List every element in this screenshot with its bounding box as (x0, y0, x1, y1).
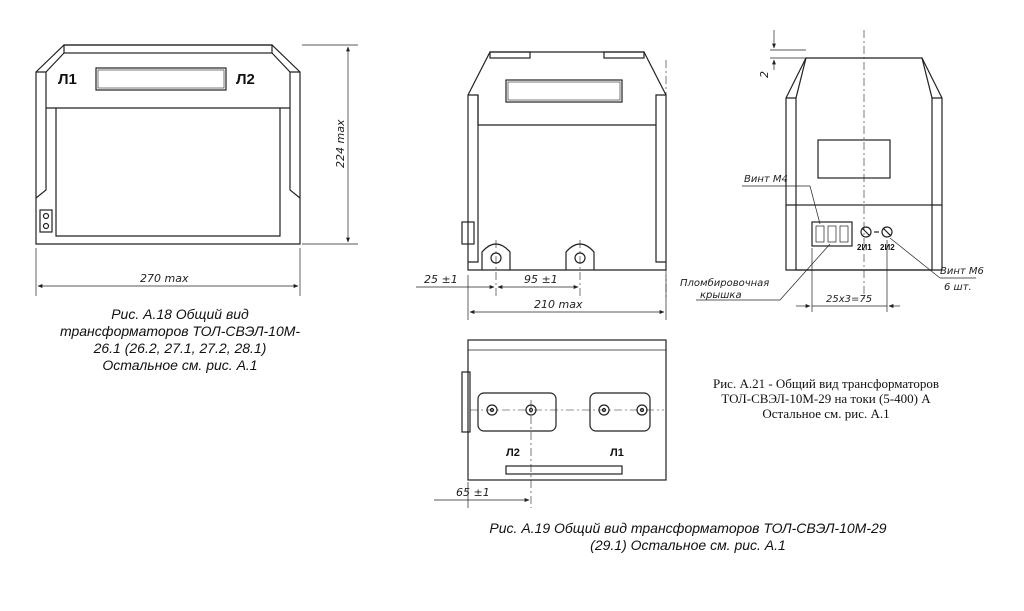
fig21-terminal-1: 2И1 (857, 243, 872, 252)
fig21-dim-top: 2 (758, 71, 771, 78)
fig18-dim-height: 224 max (334, 119, 347, 168)
fig21-view (696, 30, 976, 312)
fig21-caption: Рис. А.21 - Общий вид трансформаторов ТОЛ-СВЭЛ-10М-29 на токи (5-400) А Остальное см. рис. А.1 (712, 376, 939, 421)
fig18-front-view (36, 45, 358, 296)
fig18-label-l2: Л2 (236, 71, 255, 88)
fig19-label-l1: Л1 (610, 447, 624, 459)
fig21-screw-count: 6 шт. (944, 282, 972, 293)
fig21-seal-cover-1: Пломбировочная (680, 278, 770, 289)
fig21-dim-terminals: 25х3=75 (826, 294, 873, 305)
fig19-dim-width: 210 max (534, 298, 583, 311)
fig19-dim-spacing: 95 ±1 (524, 273, 558, 286)
fig19-dim-offset: 25 ±1 (424, 273, 458, 286)
fig18-dim-width: 270 max (140, 272, 189, 285)
fig21-screw-m4: Винт М4 (744, 174, 788, 185)
fig18-caption: Рис. А.18 Общий вид трансформаторов ТОЛ-СВЭЛ-10М- 26.1 (26.2, 27.1, 27.2, 28.1) Остальное см. рис. А.1 (59, 306, 301, 373)
fig19-label-l2: Л2 (506, 447, 520, 459)
fig21-seal-cover-2: крышка (700, 290, 742, 301)
fig19-dim-bottom: 65 ±1 (456, 486, 490, 499)
fig19-caption: Рис. А.19 Общий вид трансформаторов ТОЛ-СВЭЛ-10М-29 (29.1) Остальное см. рис. А.1 (489, 520, 887, 553)
fig21-screw-m6: Винт М6 (940, 266, 984, 277)
fig18-label-l1: Л1 (58, 71, 77, 88)
fig19-plan-view (434, 340, 666, 508)
fig21-terminal-2: 2И2 (880, 243, 895, 252)
